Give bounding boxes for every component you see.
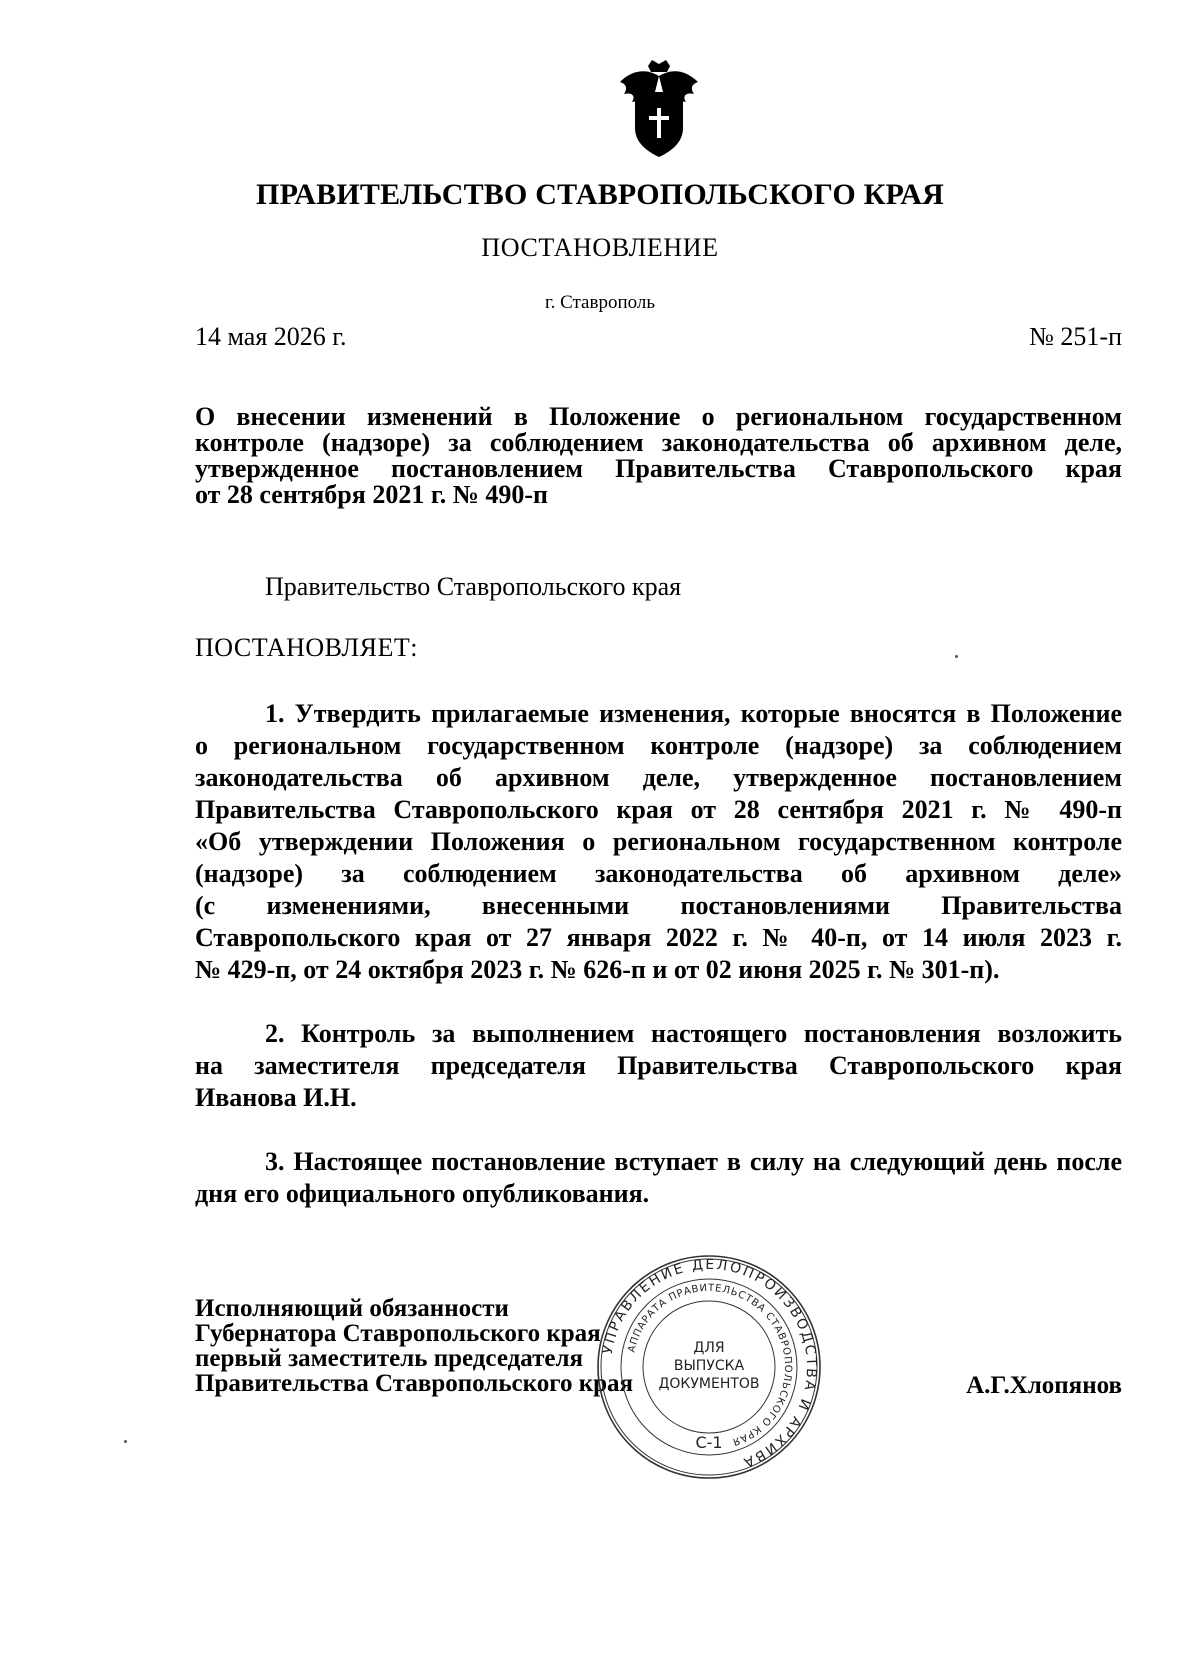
document-number: № 251-п [1029,322,1122,351]
stamp-center-line: ДОКУМЕНТОВ [658,1376,760,1392]
paragraph-line: (надзоре) за соблюдением законодательства об архивном деле» [195,859,1122,888]
signer-name: А.Г.Хлопянов [966,1372,1122,1399]
paragraph-line: законодательства об архивном деле, утвержденное постановлением [195,763,1122,792]
subject-line: контроле (надзоре) за соблюдением законодательства об архивном деле, [195,428,1122,457]
paragraph-line: (с изменениями, внесенными постановлениями Правительства [195,891,1122,920]
preamble-government: Правительство Ставропольского края [265,572,682,601]
stamp-inner-text: АППАРАТА ПРАВИТЕЛЬСТВА СТАВРОПОЛЬСКОГО КРАЯ [626,1282,794,1448]
document-subject [195,404,1122,508]
document-city: г. Ставрополь [544,292,656,313]
paragraph-line: дня его официального опубликования. [195,1179,650,1208]
paragraph-2 [195,1018,1122,1114]
coat-of-arms-icon [618,58,700,160]
stamp-outer-text: УПРАВЛЕНИЕ ДЕЛОПРОИЗВОДСТВА И АРХИВА [599,1256,820,1471]
paragraph-line: Правительства Ставропольского края от 28 сентября 2021 г. № 490-п [195,795,1122,824]
signer-line: первый заместитель председателя [195,1345,584,1372]
stamp-bottom-text: С-1 [695,1433,723,1452]
subject-line: от 28 сентября 2021 г. № 490-п [195,480,548,509]
paragraph-line: Ставропольского края от 27 января 2022 г. № 40-п, от 14 июля 2023 г. [195,923,1122,952]
paragraph-line: 2. Контроль за выполнением настоящего постановления возложить [265,1019,1122,1048]
official-stamp [594,1252,824,1482]
document-type: ПОСТАНОВЛЕНИЕ [481,233,719,262]
stamp-center-line: ВЫПУСКА [673,1358,745,1374]
scan-speck [124,1440,127,1443]
document-date: 14 мая 2026 г. [195,322,347,351]
paragraph-line: № 429-п, от 24 октября 2023 г. № 626-п и от 02 июня 2025 г. № 301-п). [195,955,1000,984]
government-title: ПРАВИТЕЛЬСТВО СТАВРОПОЛЬСКОГО КРАЯ [256,178,944,211]
paragraph-1 [195,698,1122,986]
paragraph-line: 3. Настоящее постановление вступает в силу на следующий день после [265,1147,1122,1176]
signer-line: Исполняющий обязанности [195,1295,509,1322]
preamble-decree: ПОСТАНОВЛЯЕТ: [195,633,418,662]
signer-line: Правительства Ставропольского края [195,1370,634,1397]
paragraph-line: «Об утверждении Положения о региональном государственном контроле [195,827,1122,856]
paragraph-line: на заместителя председателя Правительства Ставропольского края [195,1051,1122,1080]
paragraph-line: 1. Утвердить прилагаемые изменения, которые вносятся в Положение [265,699,1122,728]
paragraph-line: Иванова И.Н. [195,1083,357,1112]
paragraph-3 [195,1146,1122,1210]
subject-line: О внесении изменений в Положение о региональном государственном [195,402,1122,431]
signer-line: Губернатора Ставропольского края [195,1320,601,1347]
signer-position [195,1296,633,1396]
subject-line: утвержденное постановлением Правительства Ставропольского края [195,454,1122,483]
scan-speck [955,655,958,658]
stamp-center-line: ДЛЯ [693,1340,725,1356]
paragraph-line: о региональном государственном контроле (надзоре) за соблюдением [195,731,1122,760]
